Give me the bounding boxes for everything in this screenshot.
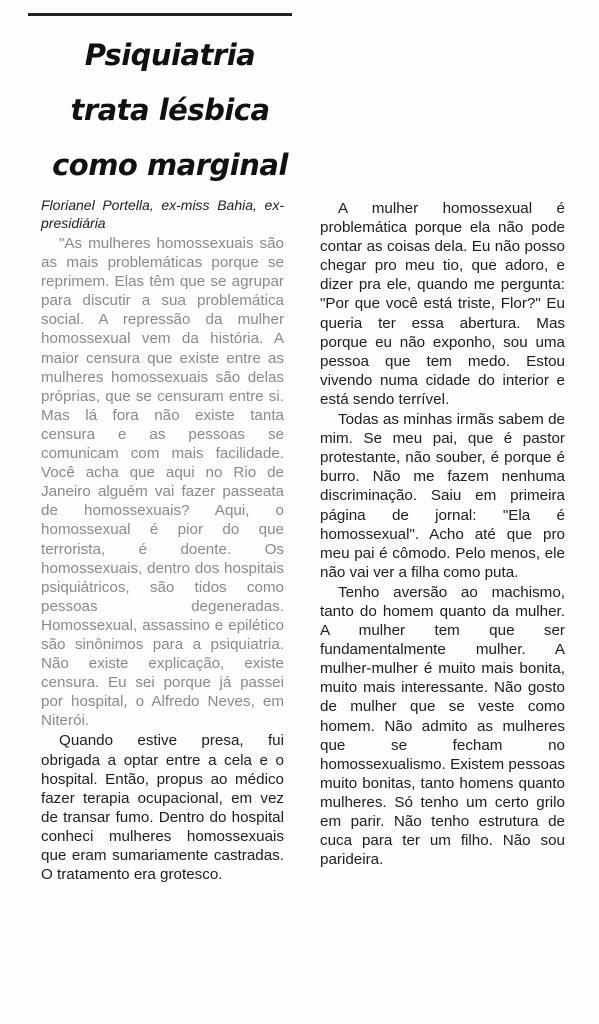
right-paragraph-1: A mulher homossexual é problemática porque ela não pode contar as coisas dela. Eu não posso chegar pro meu tio, que adoro, e dizer pra ele, quando me pergunta: "Por que você está triste, Flor?" Eu queria ter essa abertura. Mas porque eu não exponho, sou uma pessoa que tem medo. Estou vivendo numa cidade do interior e está sendo terrível. [320, 200, 565, 408]
left-paragraph-1: "As mulheres homossexuais são as mais problemáticas porque se reprimem. Elas têm que se agrupar para discutir a sua problemática social. A repressão da mulher homossexual vem da história. A maior censura que existe entre as mulheres homossexuais são delas próprias, que se censuram entre si. Mas lá fora não existe tanta censura e as pessoas se comunicam com mais facilidade. Você acha que aqui no Rio de Janeiro alguém vai fazer passeata de homossexuais? Aqui, o homossexual é pior do que terrorista, é doente. Os homossexuais, dentro dos hospitais psiquiátricos, são tidos como pessoas degeneradas. Homossexual, assassino e epilético são sinônimos para a psiquiatria. Não existe explicação, existe censura. Eu sei porque já passei por hospital, o Alfredo Neves, em Niterói. [41, 235, 284, 730]
headline-line-1: Psiquiatria [84, 38, 256, 72]
left-column [41, 196, 284, 884]
left-paragraph-2: Quando estive presa, fui obrigada a optar entre a cela e o hospital. Então, propus ao médico fazer terapia ocupacional, em vez de transar fumo. Dentro do hospital conheci mulheres homossexuais que eram sumariamente castradas. O tratamento era grotesco. [41, 732, 284, 884]
byline: Florianel Portella, ex-miss Bahia, ex-presidiária [41, 197, 284, 231]
headline-line-2: trata lésbica [70, 93, 270, 127]
right-paragraph-2: Todas as minhas irmãs sabem de mim. Se meu pai, que é pastor protestante, não souber, é porque é burro. Não me fazem nenhuma discriminação. Saiu em primeira página de jornal: "Ela é homossexual". Acho até que pro meu pai é cômodo. Pelo menos, ele não vai ver a filha como puta. [320, 411, 565, 581]
right-column [320, 199, 565, 869]
right-paragraph-3: Tenho aversão ao machismo, tanto do homem quanto da mulher. A mulher tem que ser fundamentalmente mulher. A mulher-mulher é muito mais bonita, muito mais interessante. Não gosto de mulher que se veste como homem. Não admito as mulheres que se fecham no homossexualismo. Existem pessoas muito bonitas, tanto homens quanto mulheres. Só tenho um certo grilo em parir. Não tenho estrutura de cuca para ter um filho. Não sou parideira. [320, 583, 565, 869]
headline [40, 28, 300, 193]
top-rule [28, 13, 292, 16]
headline-line-3: como marginal [52, 148, 288, 182]
